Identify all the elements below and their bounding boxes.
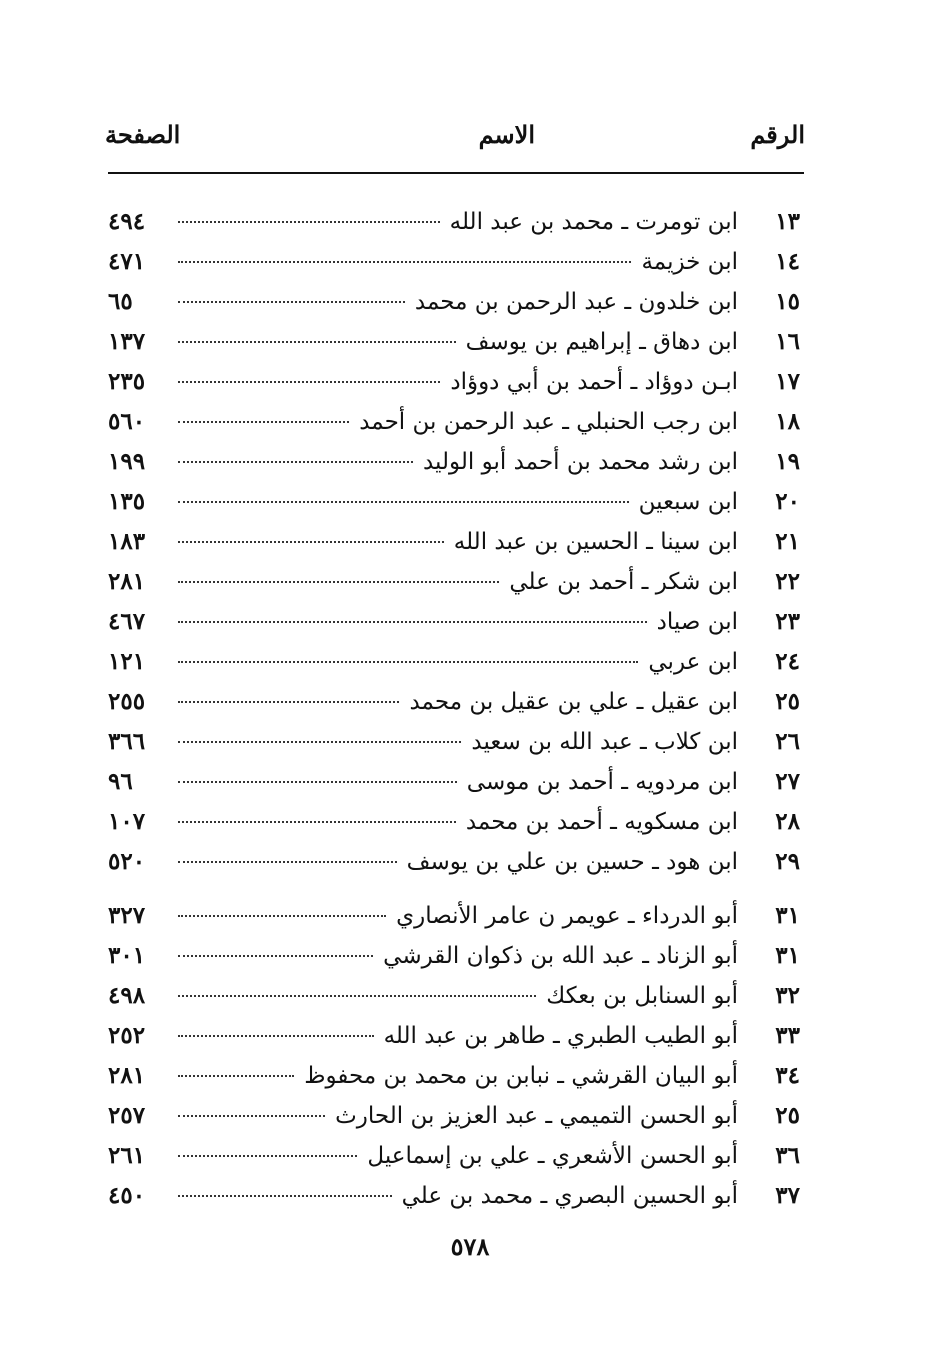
entry-page: ٢٥٢ — [108, 1022, 146, 1049]
dot-leader — [178, 301, 405, 303]
index-row — [108, 362, 804, 402]
entry-page: ٢٨١ — [108, 1062, 146, 1089]
entry-page: ٤٥٠ — [108, 1182, 146, 1209]
dot-leader — [178, 701, 399, 703]
entry-number: ١٥ — [775, 288, 800, 315]
entry-page: ٤٩٨ — [108, 982, 146, 1009]
entry-name: ابن صياد — [656, 609, 738, 635]
dot-leader — [178, 661, 638, 663]
index-row — [108, 242, 804, 282]
dot-leader — [178, 861, 397, 863]
dot-leader — [178, 221, 440, 223]
header-number: الرقم — [750, 120, 805, 149]
entry-number: ٣١ — [775, 942, 800, 969]
entry-page: ١٣٧ — [108, 328, 146, 355]
dot-leader — [178, 621, 647, 623]
index-row — [108, 1136, 804, 1176]
entry-page: ٥٦٠ — [108, 408, 146, 435]
entry-number: ٢٥ — [775, 688, 800, 715]
entry-name: أبو البيان القرشي ـ نبابن بن محمد بن محفوظ — [304, 1063, 738, 1089]
dot-leader — [178, 741, 461, 743]
dot-leader — [178, 1155, 357, 1157]
entry-number: ٢٨ — [775, 808, 800, 835]
entry-number: ٢٢ — [775, 568, 800, 595]
index-row — [108, 1016, 804, 1056]
index-row — [108, 442, 804, 482]
dot-leader — [178, 1115, 325, 1117]
entry-page: ٥٢٠ — [108, 848, 146, 875]
entry-page: ٤٧١ — [108, 248, 146, 275]
header-divider — [108, 172, 804, 174]
entry-name: ابن رجب الحنبلي ـ عبد الرحمن بن أحمد — [359, 409, 738, 435]
entry-page: ٤٦٧ — [108, 608, 146, 635]
entry-name: ابن عقيل ـ علي بن عقيل بن محمد — [409, 689, 738, 715]
entry-number: ٢٠ — [775, 488, 800, 515]
entry-page: ٢٦١ — [108, 1142, 146, 1169]
entry-number: ٢٩ — [775, 848, 800, 875]
entry-number: ١٩ — [775, 448, 800, 475]
entry-number: ٣١ — [775, 902, 800, 929]
dot-leader — [178, 995, 536, 997]
index-row — [108, 842, 804, 882]
entry-page: ٢٨١ — [108, 568, 146, 595]
index-row — [108, 762, 804, 802]
index-row — [108, 1056, 804, 1096]
entry-number: ٢٥ — [775, 1102, 800, 1129]
entry-page: ١٢١ — [108, 648, 146, 675]
entry-name: أبو الطيب الطبري ـ طاهر بن عبد الله — [383, 1023, 738, 1049]
index-row — [108, 562, 804, 602]
entry-number: ٣٣ — [775, 1022, 800, 1049]
entry-page: ١٩٩ — [108, 448, 146, 475]
index-list — [108, 202, 804, 1216]
index-row — [108, 322, 804, 362]
entry-name: ابن هود ـ حسين بن علي بن يوسف — [406, 849, 738, 875]
dot-leader — [178, 581, 499, 583]
dot-leader — [178, 421, 349, 423]
index-row — [108, 1176, 804, 1216]
header-page: الصفحة — [105, 120, 181, 149]
dot-leader — [178, 1075, 294, 1077]
entry-number: ١٣ — [775, 208, 800, 235]
index-row — [108, 1096, 804, 1136]
index-row — [108, 722, 804, 762]
index-row — [108, 282, 804, 322]
entry-page: ١٣٥ — [108, 488, 146, 515]
entry-number: ٢٦ — [775, 728, 800, 755]
index-row — [108, 976, 804, 1016]
entry-name: أبو الدرداء ـ عويمر ن عامر الأنصاري — [396, 903, 738, 929]
entry-name: أبو الحسن التميمي ـ عبد العزيز بن الحارث — [335, 1103, 738, 1129]
entry-page: ٤٩٤ — [108, 208, 146, 235]
entry-number: ١٤ — [775, 248, 800, 275]
index-row — [108, 402, 804, 442]
entry-page: ٢٣٥ — [108, 368, 146, 395]
entry-name: ابن تومرت ـ محمد بن عبد الله — [449, 209, 738, 235]
entry-page: ٢٥٧ — [108, 1102, 146, 1129]
entry-name: ابن خلدون ـ عبد الرحمن بن محمد — [414, 289, 738, 315]
entry-name: ابن رشد محمد بن أحمد أبو الوليد — [422, 449, 738, 475]
entry-name: أبو الحسين البصري ـ محمد بن علي — [401, 1183, 738, 1209]
entry-number: ٣٢ — [775, 982, 800, 1009]
header-name: الاسم — [478, 120, 535, 149]
entry-name: ابن مسكويه ـ أحمد بن محمد — [465, 809, 738, 835]
dot-leader — [178, 781, 457, 783]
entry-number: ٢٤ — [775, 648, 800, 675]
entry-page: ٢٥٥ — [108, 688, 146, 715]
entry-page: ٣٠١ — [108, 942, 146, 969]
page-number: ٥٧٨ — [450, 1232, 490, 1261]
entry-number: ٣٤ — [775, 1062, 800, 1089]
entry-number: ١٨ — [775, 408, 800, 435]
entry-name: أبو الزناد ـ عبد الله بن ذكوان القرشي — [383, 943, 738, 969]
dot-leader — [178, 461, 413, 463]
entry-page: ١٠٧ — [108, 808, 146, 835]
entry-page: ٣٦٦ — [108, 728, 146, 755]
entry-name: ابن خزيمة — [641, 249, 738, 275]
dot-leader — [178, 341, 456, 343]
dot-leader — [178, 821, 456, 823]
dot-leader — [178, 381, 440, 383]
entry-name: ابن مردويه ـ أحمد بن موسى — [466, 769, 738, 795]
index-row — [108, 802, 804, 842]
entry-name: ابن شكر ـ أحمد بن علي — [509, 569, 738, 595]
entry-page: ١٨٣ — [108, 528, 146, 555]
index-row — [108, 936, 804, 976]
entry-name: أبو السنابل بن بعكك — [546, 983, 738, 1009]
dot-leader — [178, 501, 629, 503]
entry-name: ابـن دوؤاد ـ أحمد بن أبي دوؤاد — [450, 369, 738, 395]
entry-number: ٣٧ — [775, 1182, 800, 1209]
entry-name: ابن سبعين — [638, 489, 738, 515]
table-header — [105, 120, 805, 160]
entry-page: ٣٢٧ — [108, 902, 146, 929]
index-row — [108, 522, 804, 562]
entry-name: ابن سينا ـ الحسين بن عبد الله — [453, 529, 738, 555]
entry-number: ٣٦ — [775, 1142, 800, 1169]
entry-number: ١٧ — [775, 368, 800, 395]
entry-number: ٢٣ — [775, 608, 800, 635]
dot-leader — [178, 955, 373, 957]
entry-page: ٩٦ — [108, 768, 133, 795]
index-row — [108, 896, 804, 936]
dot-leader — [178, 1035, 374, 1037]
entry-name: ابن عربي — [648, 649, 738, 675]
entry-number: ١٦ — [775, 328, 800, 355]
entry-page: ٦٥ — [108, 288, 133, 315]
dot-leader — [178, 915, 386, 917]
index-row — [108, 682, 804, 722]
index-row — [108, 602, 804, 642]
index-row — [108, 482, 804, 522]
dot-leader — [178, 261, 631, 263]
index-row — [108, 202, 804, 242]
entry-number: ٢٧ — [775, 768, 800, 795]
dot-leader — [178, 541, 444, 543]
entry-name: أبو الحسن الأشعري ـ علي بن إسماعيل — [367, 1143, 738, 1169]
dot-leader — [178, 1195, 392, 1197]
entry-number: ٢١ — [775, 528, 800, 555]
entry-name: ابن دهاق ـ إبراهيم بن يوسف — [465, 329, 738, 355]
index-row — [108, 642, 804, 682]
entry-name: ابن كلاب ـ عبد الله بن سعيد — [471, 729, 738, 755]
